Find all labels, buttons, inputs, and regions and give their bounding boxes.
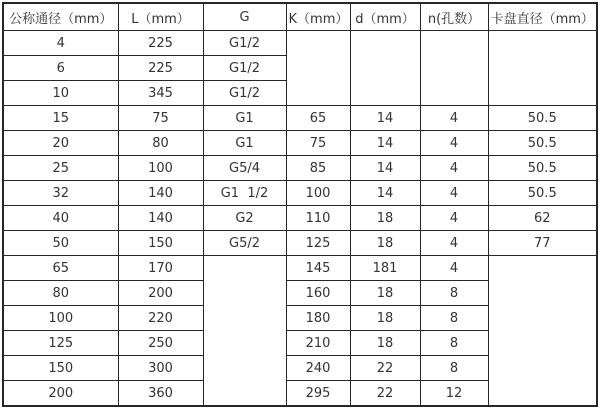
spec-table <box>2 2 598 407</box>
table-cell: 50.5 <box>488 106 597 131</box>
header-chuck-diameter: 卡盘直径（mm） <box>488 3 597 31</box>
table-cell: 14 <box>350 106 420 131</box>
table-cell: 8 <box>420 306 488 331</box>
table-cell: 160 <box>286 281 350 306</box>
table-cell: 4 <box>3 31 118 56</box>
table-cell: 100 <box>3 306 118 331</box>
table-cell: G5/2 <box>203 231 286 256</box>
header-d: d（mm） <box>350 3 420 31</box>
table-cell: 77 <box>488 231 597 256</box>
table-cell: G1/2 <box>203 56 286 81</box>
table-cell: 4 <box>420 156 488 181</box>
table-cell: 140 <box>118 206 203 231</box>
table-cell: 225 <box>118 31 203 56</box>
table-cell <box>203 256 286 407</box>
header-row <box>3 3 597 31</box>
table-cell: G1 <box>203 106 286 131</box>
table-cell <box>420 31 488 106</box>
table-row <box>3 181 597 206</box>
header-g: G <box>203 3 286 31</box>
spec-table-body <box>3 31 597 407</box>
table-cell: 80 <box>118 131 203 156</box>
table-cell: 4 <box>420 231 488 256</box>
table-cell: 18 <box>350 306 420 331</box>
table-cell: 10 <box>3 81 118 106</box>
table-cell: 300 <box>118 356 203 381</box>
table-cell: G1 <box>203 131 286 156</box>
header-n-holes: n(孔数） <box>420 3 488 31</box>
table-cell: 65 <box>286 106 350 131</box>
table-cell: 22 <box>350 356 420 381</box>
table-cell: 345 <box>118 81 203 106</box>
table-cell: 180 <box>286 306 350 331</box>
table-cell: G1/2 <box>203 31 286 56</box>
table-cell: 50 <box>3 231 118 256</box>
table-cell: 210 <box>286 331 350 356</box>
table-row <box>3 106 597 131</box>
table-cell: 220 <box>118 306 203 331</box>
header-k: K（mm） <box>286 3 350 31</box>
table-cell: 150 <box>118 231 203 256</box>
table-row <box>3 231 597 256</box>
table-cell: 4 <box>420 131 488 156</box>
table-cell: 360 <box>118 381 203 407</box>
table-cell: 65 <box>3 256 118 281</box>
table-cell: 4 <box>420 206 488 231</box>
table-cell: 20 <box>3 131 118 156</box>
table-cell: 4 <box>420 256 488 281</box>
table-cell: 50.5 <box>488 131 597 156</box>
table-row <box>3 256 597 281</box>
header-l: L（mm） <box>118 3 203 31</box>
table-row <box>3 156 597 181</box>
table-cell: 8 <box>420 281 488 306</box>
table-cell: 40 <box>3 206 118 231</box>
table-cell: 4 <box>420 181 488 206</box>
table-cell <box>350 31 420 106</box>
table-cell: 22 <box>350 381 420 407</box>
table-cell: 8 <box>420 356 488 381</box>
table-cell: 200 <box>118 281 203 306</box>
table-cell <box>488 256 597 407</box>
table-cell: 18 <box>350 281 420 306</box>
table-cell: 140 <box>118 181 203 206</box>
table-cell: 18 <box>350 206 420 231</box>
table-cell: 14 <box>350 131 420 156</box>
table-cell: 25 <box>3 156 118 181</box>
table-cell: 125 <box>3 331 118 356</box>
table-cell: 18 <box>350 231 420 256</box>
table-cell: 145 <box>286 256 350 281</box>
table-cell: 250 <box>118 331 203 356</box>
table-cell: 200 <box>3 381 118 407</box>
table-cell: 100 <box>286 181 350 206</box>
table-cell: 110 <box>286 206 350 231</box>
table-cell: 8 <box>420 331 488 356</box>
table-row <box>3 206 597 231</box>
table-cell: 14 <box>350 181 420 206</box>
table-cell: 50.5 <box>488 156 597 181</box>
table-cell: G1 1/2 <box>203 181 286 206</box>
table-cell: 85 <box>286 156 350 181</box>
table-cell: 32 <box>3 181 118 206</box>
table-row <box>3 31 597 56</box>
table-cell: 181 <box>350 256 420 281</box>
header-nominal-diameter: 公称通径（mm） <box>3 3 118 31</box>
table-cell <box>488 31 597 106</box>
table-cell: 14 <box>350 156 420 181</box>
table-cell: 6 <box>3 56 118 81</box>
table-cell: G5/4 <box>203 156 286 181</box>
table-cell: 125 <box>286 231 350 256</box>
table-cell: 50.5 <box>488 181 597 206</box>
table-cell: 80 <box>3 281 118 306</box>
table-cell: G1/2 <box>203 81 286 106</box>
table-row <box>3 131 597 156</box>
table-cell: 150 <box>3 356 118 381</box>
table-cell: 18 <box>350 331 420 356</box>
table-cell: 225 <box>118 56 203 81</box>
table-cell: 170 <box>118 256 203 281</box>
table-cell: 295 <box>286 381 350 407</box>
table-cell <box>286 31 350 106</box>
table-cell: 100 <box>118 156 203 181</box>
table-cell: 12 <box>420 381 488 407</box>
table-cell: 62 <box>488 206 597 231</box>
table-cell: 4 <box>420 106 488 131</box>
table-cell: 75 <box>286 131 350 156</box>
table-cell: 75 <box>118 106 203 131</box>
table-cell: G2 <box>203 206 286 231</box>
table-cell: 240 <box>286 356 350 381</box>
table-cell: 15 <box>3 106 118 131</box>
